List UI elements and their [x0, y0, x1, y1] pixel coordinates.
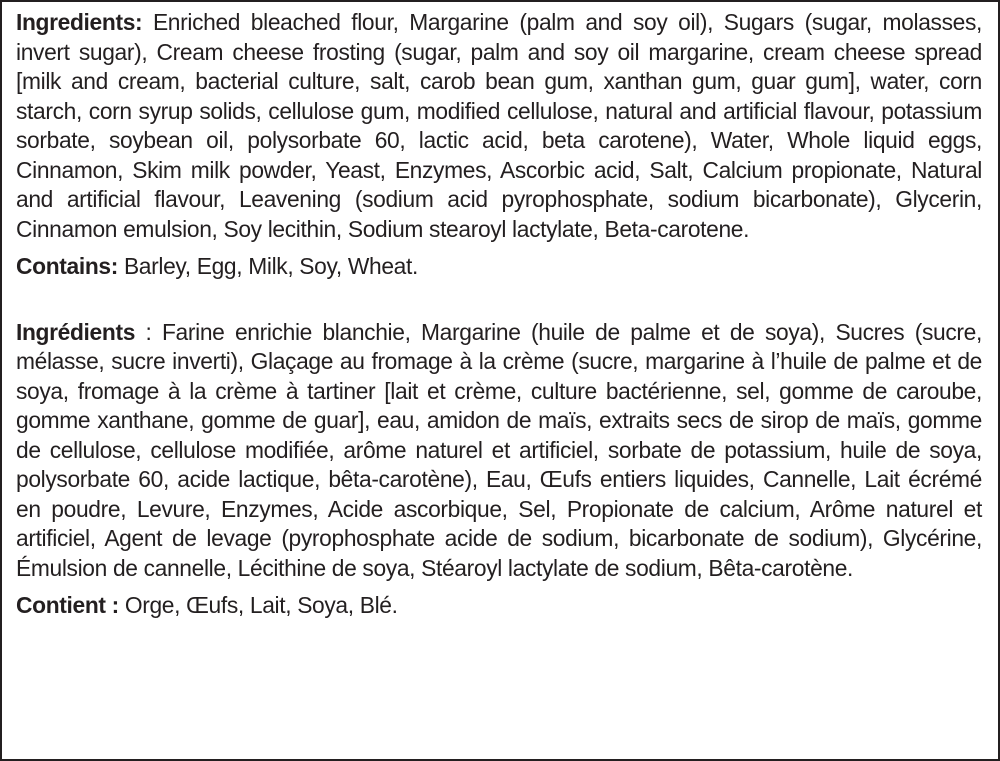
french-allergens-list: Orge, Œufs, Lait, Soya, Blé.: [118, 592, 398, 618]
french-contains-heading: Contient :: [16, 592, 119, 618]
french-ingredients-heading: Ingrédients: [16, 318, 136, 345]
english-ingredients-heading: Ingredients:: [16, 9, 143, 35]
english-ingredients-list: Enriched bleached flour, Margarine (palm and soy oil), Sugars (sugar, molasses, invert sugar), Cream cheese frosting (sugar, palm and soy oil margarine, cream cheese spread [milk and cream, bacterial culture, salt, carob bean gum, xanthan gum, guar gum], water, corn starch, corn syrup solids, cellulose gum, modified cellulose, natural and artificial flavour, potassium sorbate, soybean oil, polysorbate 60, lactic acid, beta carotene), Water, Whole liquid eggs, Cinnamon, Skim milk powder, Yeast, Enzymes, Ascorbic acid, Salt, Calcium propionate, Natural and artificial flavour, Leavening (sodium acid pyrophosphate, sodium bicarbonate), Glycerin, Cinnamon emulsion, Soy lecithin, Sodium stearoyl lactylate, Beta-carotene.: [16, 9, 982, 242]
french-ingredients-paragraph: [16, 318, 982, 584]
french-contains-paragraph: [16, 591, 982, 621]
french-ingredients-list: : Farine enrichie blanchie, Margarine (huile de palme et de soya), Sucres (sucre, mélasse, sucre inverti), Glaçage au fromage à la crème (sucre, margarine à l’huile de palme et de soya, fromage à la crème à tartiner [lait et crème, culture bactérienne, sel, gomme de caroube, gomme xanthane, gomme de guar], eau, amidon de maïs, extraits secs de sirop de maïs, gomme de cellulose, cellulose modifiée, arôme naturel et artificiel, sorbate de potassium, huile de soya, polysorbate 60, acide lactique, bêta-carotène), Eau, Œufs entiers liquides, Cannelle, Lait écrémé en poudre, Levure, Enzymes, Acide ascorbique, Sel, Propionate de calcium, Arôme naturel et artificiel, Agent de levage (pyrophosphate acide de sodium, bicarbonate de sodium), Glycérine, Émulsion de cannelle, Lécithine de soya, Stéaroyl lactylate de sodium, Bêta-carotène.: [16, 318, 982, 581]
spacer: [16, 282, 982, 318]
spacer: [16, 583, 982, 591]
spacer: [16, 244, 982, 252]
english-contains-heading: Contains:: [16, 253, 118, 279]
english-contains-paragraph: [16, 252, 982, 282]
english-allergens-list: Barley, Egg, Milk, Soy, Wheat.: [117, 253, 418, 279]
english-ingredients-paragraph: [16, 8, 982, 244]
